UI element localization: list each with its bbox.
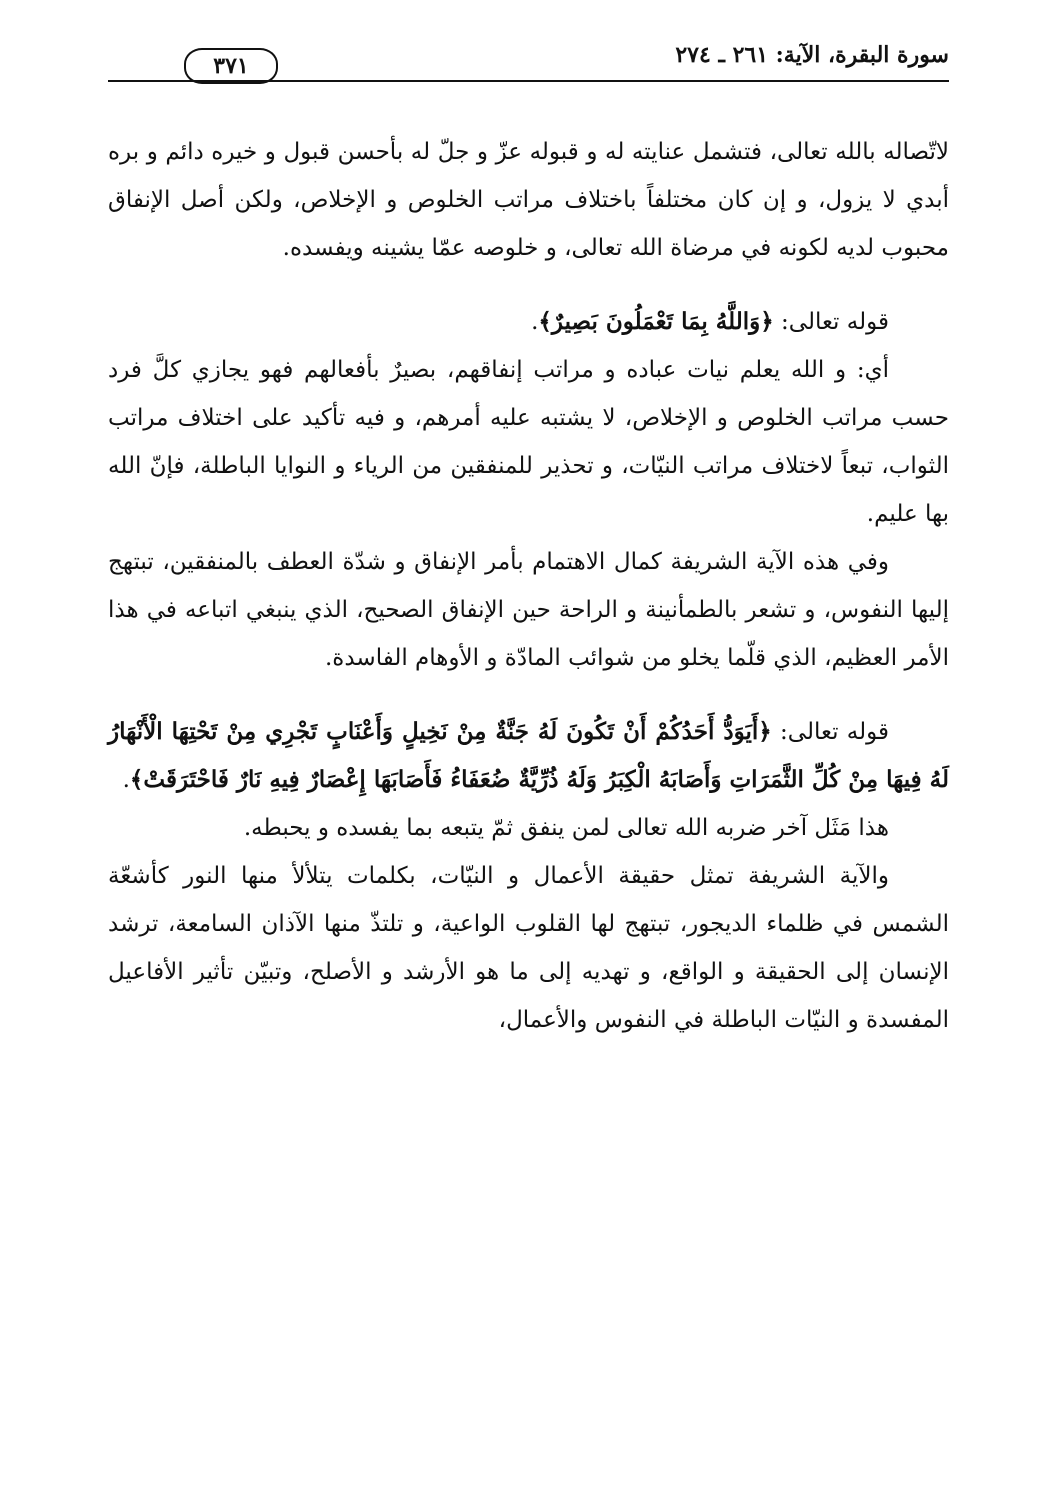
quran-verse: ﴿وَاللَّهُ بِمَا تَعْمَلُونَ بَصِيرٌ﴾ xyxy=(538,308,774,335)
verse-intro: قوله تعالى: xyxy=(771,719,889,745)
paragraph-3: أي: و الله يعلم نيات عباده و مراتب إنفاقهم، بصيرٌ بأفعالهم فهو يجازي كلَّ فرد حسب مراتب الخلوص و الإخلاص، لا يشتبه عليه أمرهم، و فيه تأكيد على اختلاف مراتب الثواب، تبعاً لاختلاف مراتب النيّات، و تحذير للمنفقين من الرياء و النوايا الباطلة، فإنّ الله بها عليم. xyxy=(108,357,949,527)
paragraph-7: والآية الشريفة تمثل حقيقة الأعمال و النيّات، بكلمات يتلألأ منها النور كأشعّة الشمس في ظلماء الديجور، تبتهج لها القلوب الواعية، و تلتذّ منها الآذان السامعة، ترشد الإنسان إلى الحقيقة و الواقع، و تهديه إلى ما هو الأرشد و الأصلح، وتبيّن تأثير الأفاعيل المفسدة و النيّات الباطلة في النفوس والأعمال، xyxy=(108,863,949,1033)
page-header xyxy=(108,38,949,84)
paragraph-6: هذا مَثَل آخر ضربه الله تعالى لمن ينفق ثمّ يتبعه بما يفسده و يحبطه. xyxy=(243,815,889,841)
page-number: ٣٧١ xyxy=(184,48,278,84)
verse-comment-2 xyxy=(108,708,949,804)
header-rule xyxy=(108,80,949,82)
verse-comment-1 xyxy=(108,298,949,346)
page-body xyxy=(108,128,949,1044)
verse-intro: قوله تعالى: xyxy=(773,309,889,335)
verse-end: . xyxy=(122,767,130,793)
paragraph-1: لاتّصاله بالله تعالى، فتشمل عنايته له و قبوله عزّ و جلّ له بأحسن قبول و خيره دائم و بره أبدي لا يزول، و إن كان مختلفاً باختلاف مراتب الخلوص و الإخلاص، ولكن أصل الإنفاق محبوب لديه لكونه في مرضاة الله تعالى، و خلوصه عمّا يشينه ويفسده. xyxy=(108,139,949,261)
running-title: سورة البقرة، الآية: ٢٦١ ـ ٢٧٤ xyxy=(675,42,949,68)
verse-end: . xyxy=(531,309,539,335)
paragraph-4: وفي هذه الآية الشريفة كمال الاهتمام بأمر الإنفاق و شدّة العطف بالمنفقين، تبتهج إليها النفوس، و تشعر بالطمأنينة و الراحة حين الإنفاق الصحيح، الذي ينبغي اتباعه في هذا الأمر العظيم، الذي قلّما يخلو من شوائب المادّة و الأوهام الفاسدة. xyxy=(108,549,949,671)
quran-verse: ﴿أَيَوَدُّ أَحَدُكُمْ أَنْ تَكُونَ لَهُ جَنَّةٌ مِنْ نَخِيلٍ وَأَعْنَابٍ تَجْرِي مِنْ تَحْتِهَا الْأَنْهَارُ لَهُ فِيهَا مِنْ كُلِّ الثَّمَرَاتِ وَأَصَابَهُ الْكِبَرُ وَلَهُ ذُرِّيَّةٌ ضُعَفَاءُ فَأَصَابَهَا إِعْصَارٌ فِيهِ نَارٌ فَاحْتَرَقَتْ﴾ xyxy=(108,718,949,793)
